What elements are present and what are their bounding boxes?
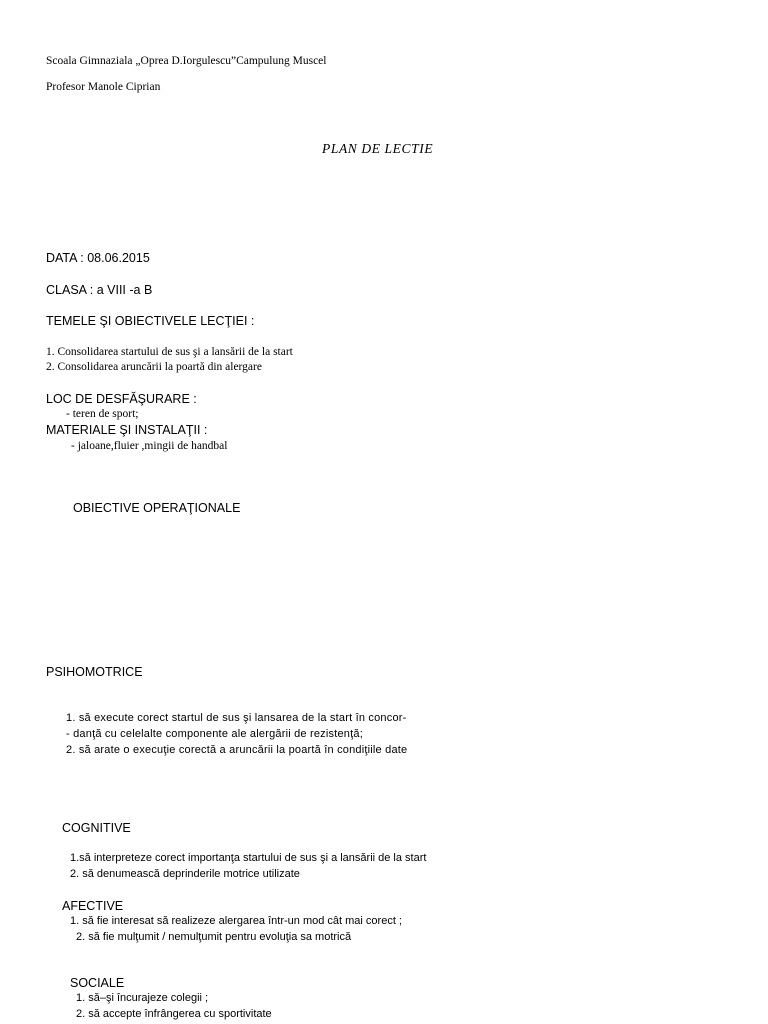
afective-line: 1. să fie interesat să realizeze alergarea într-un mod cât mai corect ; — [70, 915, 402, 927]
themes-heading: TEMELE ŞI OBIECTIVELE LECŢIEI : — [46, 314, 255, 328]
psihomotrice-line: - danţă cu celelalte componente ale alergării de rezistenţă; — [66, 728, 363, 740]
cognitive-heading: COGNITIVE — [62, 821, 131, 835]
afective-heading: AFECTIVE — [62, 899, 124, 913]
psihomotrice-heading: PSIHOMOTRICE — [46, 665, 143, 679]
teacher-name: Profesor Manole Ciprian — [46, 81, 161, 93]
lesson-class: CLASA : a VIII -a B — [46, 283, 153, 297]
objectives-heading: OBIECTIVE OPERAŢIONALE — [73, 501, 241, 515]
psihomotrice-line: 2. să arate o execuţie corectă a aruncării la poartă în condiţiile date — [66, 744, 408, 756]
psihomotrice-line: 1. să execute corect startul de sus şi lansarea de la start în concor- — [66, 712, 407, 724]
location-heading: LOC DE DESFĂŞURARE : — [46, 392, 197, 406]
theme-item: 2. Consolidarea aruncării la poartă din alergare — [46, 361, 262, 373]
lesson-date: DATA : 08.06.2015 — [46, 251, 150, 265]
sociale-line: 2. să accepte înfrângerea cu sportivitate — [76, 1008, 272, 1020]
cognitive-line: 1.să interpreteze corect importanţa startului de sus şi a lansării de la start — [70, 852, 427, 864]
materials-heading: MATERIALE ŞI INSTALAŢII : — [46, 423, 208, 437]
afective-line: 2. să fie mulţumit / nemulţumit pentru evoluţia sa motrică — [76, 931, 352, 943]
cognitive-line: 2. să denumească deprinderile motrice utilizate — [70, 868, 300, 880]
school-name: Scoala Gimnaziala „Oprea D.Iorgulescu”Campulung Muscel — [46, 55, 327, 67]
page-title: PLAN DE LECTIE — [322, 141, 434, 156]
sociale-heading: SOCIALE — [70, 976, 125, 990]
location-value: - teren de sport; — [66, 408, 139, 420]
materials-value: - jaloane,fluier ,mingii de handbal — [71, 440, 228, 452]
theme-item: 1. Consolidarea startului de sus şi a lansării de la start — [46, 346, 293, 358]
sociale-line: 1. să–şi încurajeze colegii ; — [76, 992, 209, 1004]
